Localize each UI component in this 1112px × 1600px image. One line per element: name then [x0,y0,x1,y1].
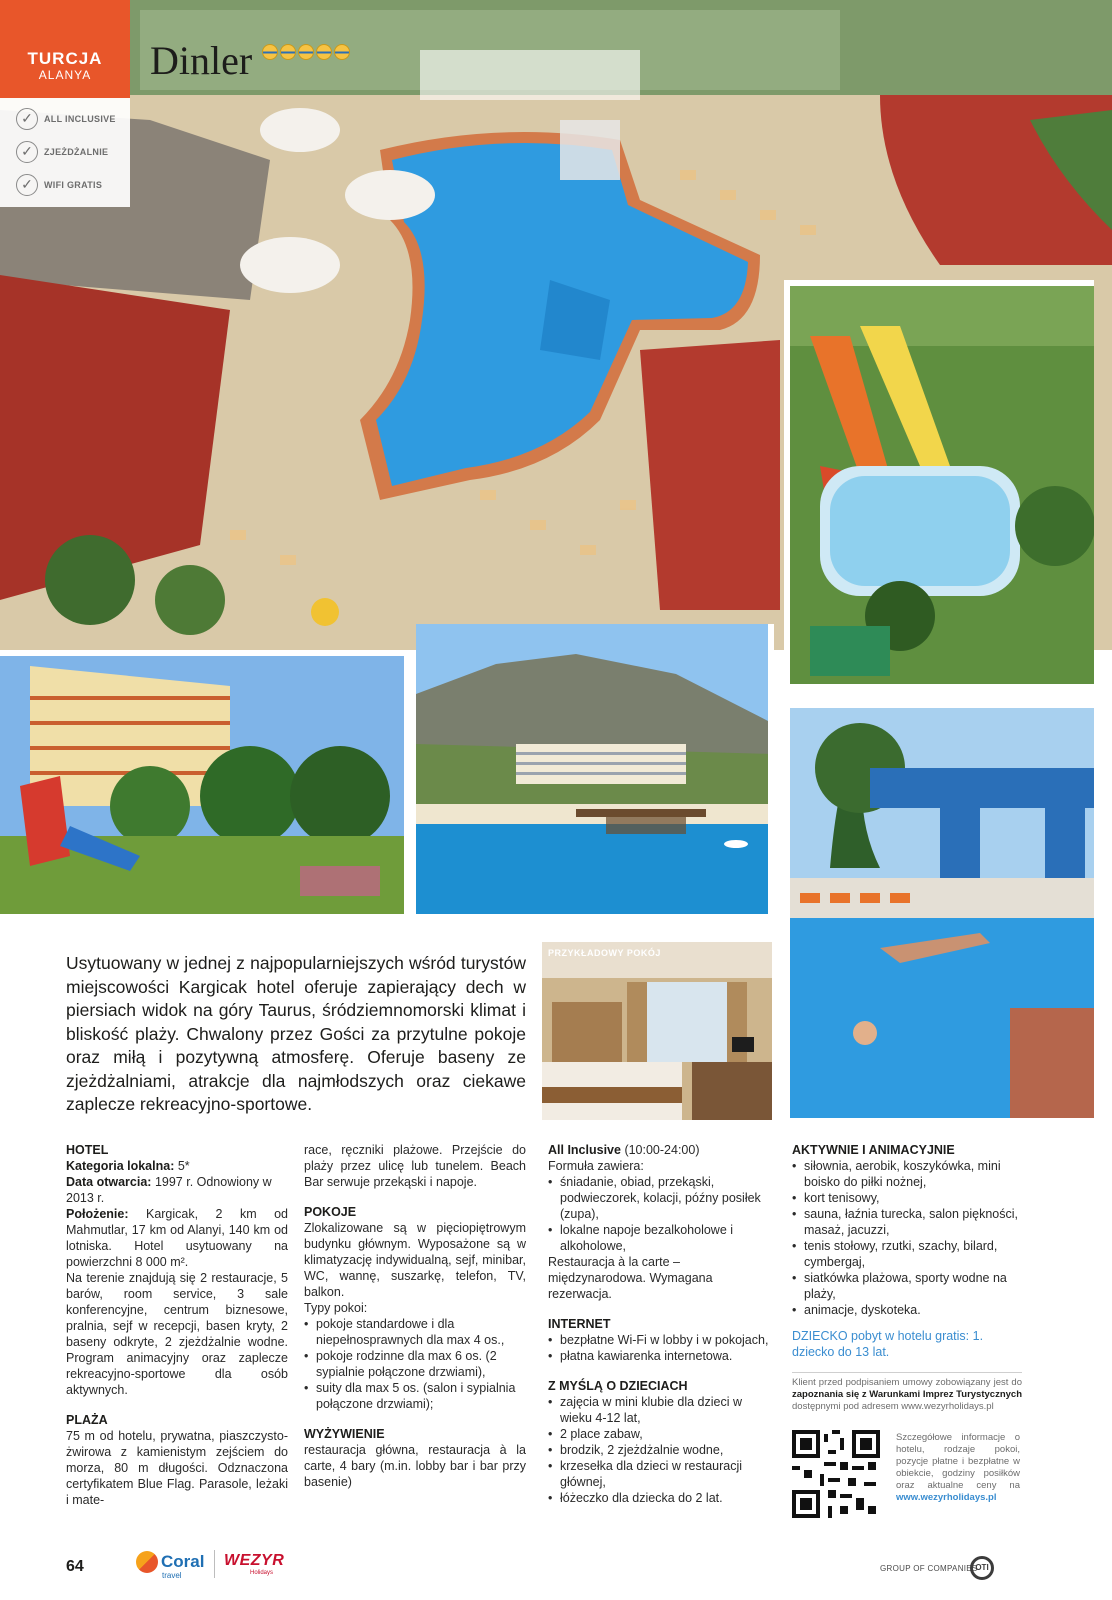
list-item: • animacje, dyskoteka. [792,1302,1022,1318]
a-la-carte-text: Restauracja à la carte – międzynarodowa. Wymagana rezerwacja. [548,1255,713,1301]
category-line: Kategoria lokalna: 5* [66,1159,190,1173]
region-badge [0,0,130,98]
logo-divider [214,1550,215,1578]
star-rating [262,44,350,60]
formula-label: Formuła zawiera: [548,1159,644,1173]
feature-label: ALL INCLUSIVE [44,113,116,124]
rooms-heading: POKOJE [304,1205,357,1219]
feature-item [16,102,130,135]
terms-note: Klient przed podpisaniem umowy zobowiązany jest do zapoznania się z Warunkami Imprez Turystycznych dostępnymi pod adresem www.wezyrholidays.pl [792,1372,1022,1413]
list-item: • siatkówka plażowa, sporty wodne na plaży, [792,1270,1022,1302]
room-types-list [304,1316,526,1412]
location-line: Położenie: Kargicak, 2 km od Mahmutlar, 17 km od Alanyi, 140 km od lotniska. Hotel usytuowany na powierzchni 8 000 m². [66,1207,288,1269]
wezyr-logo-sub: Holidays [250,1570,274,1576]
all-inclusive-list [548,1174,776,1254]
country-label: TURCJA [27,49,103,68]
list-item: • łóżeczko dla dziecka do 2 lat. [548,1490,776,1506]
list-item: • pokoje standardowe i dla niepełnosprawnych dla max 4 os., [304,1316,526,1348]
list-item: • siłownia, aerobik, koszykówka, mini boisko do piłki nożnej, [792,1158,1022,1190]
intro-paragraph: Usytuowany w jednej z najpopularniejszych wśród turystów miejscowości Kargicak hotel oferuje zapierający dech w piersiach widok na góry Taurus, śródziemnomorski klimat i bliskość plaży. Chwalony przez Gości za przytulne pokoje oraz miłą i pozytywną atmosferę. Oferuje baseny ze zjeżdżalniami, atrakcje dla najmłodszych oraz ciekawe zaplecze rekreacyjno-sportowe. [66,953,526,1114]
list-item: • suity dla max 5 os. (salon i sypialnia połączone drzwiami); [304,1380,526,1412]
group-of-companies-label: GROUP OF COMPANIES [880,1564,978,1573]
food-text: restauracja główna, restauracja à la carte, 4 bary (m.in. lobby bar i bar przy basenie) [304,1443,526,1489]
list-item: • lokalne napoje bezalkoholowe i alkoholowe, [548,1222,776,1254]
internet-heading: INTERNET [548,1317,611,1331]
sample-room-label: PRZYKŁADOWY POKÓJ [548,948,661,958]
feature-label: WIFI GRATIS [44,179,103,190]
list-item: • śniadanie, obiad, przekąski, podwieczorek, kolacji, późny posiłek (zupa), [548,1174,776,1222]
coral-logo-sub: travel [162,1571,182,1580]
list-item: • krzesełka dla dzieci w restauracji głównej, [548,1458,776,1490]
qr-code[interactable] [792,1430,880,1518]
page-number: 64 [66,1558,84,1575]
star-icon [298,44,314,60]
qr-note: Szczegółowe informacje o hotelu, rodzaje pokoi, pozycje płatne i bezpłatne w obiekcie, godziny posiłków oraz aktualne ceny na www.wezyrholidays.pl [896,1432,1020,1503]
hotel-name: Dinler [150,38,253,83]
room-types-label: Typy pokoi: [304,1301,368,1315]
child-offer: DZIECKO pobyt w hotelu gratis: 1. dziecko do 13 lat. [792,1329,984,1359]
mountain-sea-photo [416,624,774,914]
coral-travel-logo [136,1551,204,1573]
beach-heading: PLAŻA [66,1413,108,1427]
list-item: • pokoje rodzinne dla max 6 os. (2 sypialnie połączone drzwiami), [304,1348,526,1380]
opening-line: Data otwarcia: 1997 r. Odnowiony w 2013 r. [66,1175,272,1205]
building-playground-photo [0,656,404,914]
beach-text: 75 m od hotelu, prywatna, piaszczysto-żwirowa z kamienistym zejściem do morza, 80 m długości. Odznaczona certyfikatem Blue Flag. Parasole, leżaki i mate- [66,1429,288,1507]
check-icon: ✓ [16,174,38,196]
column-activities [792,1142,1022,1413]
star-icon [280,44,296,60]
activities-list [792,1158,1022,1318]
activities-heading: AKTYWNIE I ANIMACYJNIE [792,1143,955,1157]
feature-label: ZJEŻDŻALNIE [44,146,109,157]
kids-heading: Z MYŚLĄ O DZIECIACH [548,1379,688,1393]
wezyr-logo: WEZYR [224,1552,285,1569]
beach-continued: race, ręczniki plażowe. Przejście do plaży przez ulicę lub tunelem. Beach Bar serwuje przekąski i napoje. [304,1143,526,1189]
coral-logo-text: Coral [161,1552,205,1571]
check-icon: ✓ [16,141,38,163]
list-item: • płatna kawiarenka internetowa. [548,1348,776,1364]
star-icon [316,44,332,60]
feature-item [16,168,130,201]
list-item: • bezpłatne Wi-Fi w lobby i w pokojach, [548,1332,776,1348]
star-icon [334,44,350,60]
list-item: • kort tenisowy, [792,1190,1022,1206]
feature-item [16,135,130,168]
hotel-heading: HOTEL [66,1143,109,1157]
list-item: • 2 place zabaw, [548,1426,776,1442]
facilities-text: Na terenie znajdują się 2 restauracje, 5 barów, room service, 3 sale konferencyjne, centrum biznesowe, pralnia, sejf w recepcji, basen kryty, 2 baseny odkryte, 2 zjeżdżalnie wodne. Program animacyjny oraz zaplecze rekreacyjno-sportowe dla osób aktywnych. [66,1271,288,1397]
list-item: • zajęcia w mini klubie dla dzieci w wieku 4-12 lat, [548,1394,776,1426]
waterslide-photo [784,280,1094,690]
city-label: ALANYA [38,68,92,82]
column-hotel [66,1142,288,1508]
column-all-inclusive [548,1142,776,1506]
list-item: • brodzik, 2 zjeżdżalnie wodne, [548,1442,776,1458]
kids-list [548,1394,776,1506]
feature-list [0,98,130,207]
list-item: • sauna, łaźnia turecka, salon piękności, masaż, jacuzzi, [792,1206,1022,1238]
pool-diving-photo [784,708,1094,1118]
internet-list [548,1332,776,1364]
food-heading: WYŻYWIENIE [304,1427,385,1441]
check-icon: ✓ [16,108,38,130]
column-rooms [304,1142,526,1490]
oti-logo: OTI [970,1556,994,1580]
list-item: • tenis stołowy, rzutki, szachy, bilard, cymbergaj, [792,1238,1022,1270]
website-link[interactable]: www.wezyrholidays.pl [896,1492,997,1503]
sample-room-photo [542,942,778,1120]
star-icon [262,44,278,60]
all-inclusive-line: All Inclusive (10:00-24:00) [548,1143,700,1157]
coral-logo-icon [136,1551,158,1573]
rooms-text: Zlokalizowane są w pięciopiętrowym budynku głównym. Wyposażone są w klimatyzację indywidualną, sejf, minibar, WC, wannę, suszarkę, telefon, TV, balkon. [304,1221,526,1299]
